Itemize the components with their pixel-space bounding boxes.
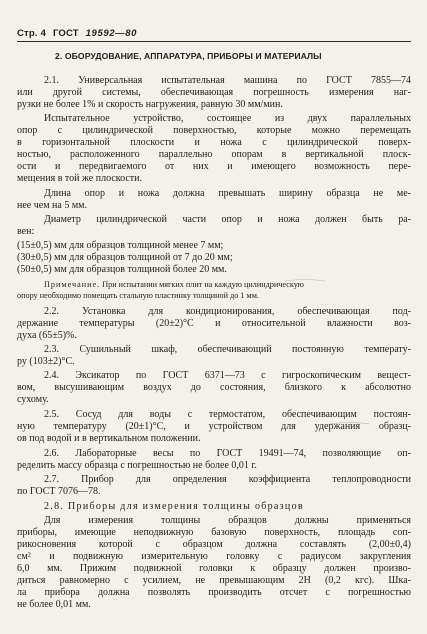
text-line: 2.4. Эксикатор по ГОСТ 6371—73 с гигроскопическим вещест- (44, 370, 411, 381)
note-line: опору необходимо помещать стальную пластинку толщиной до 1 мм. (17, 291, 259, 300)
page-header (17, 28, 141, 39)
text-line: Диаметр цилиндрической части опор и ножа должен быть ра- (44, 214, 411, 225)
text-line: 2.1. Универсальная испытательная машина по ГОСТ 7855—74 (44, 75, 411, 86)
standard-number: 19592—80 (85, 28, 137, 39)
text-line: не более 0,01 мм. (17, 599, 91, 610)
text-line: Испытательное устройство, состоящее из двух параллельных (44, 113, 411, 124)
note-text: При испытании мягких плит на каждую цилиндрическую (102, 280, 304, 289)
text-line: рикосновения которой с образцом должна составлять (2,00±0,4) (17, 539, 411, 550)
text-line: диться равномерно с усилием, не превышающим 2Н (0,2 кгс). Шка- (17, 575, 411, 586)
text-line: ределить массу образца с погрешностью не более 0,01 г. (17, 460, 257, 471)
text-line: мещения в той же плоскости. (17, 173, 143, 184)
text-line: рузки не более 1% и скорость нагружения, равную 30 мм/мин. (17, 99, 283, 110)
text-line: (15±0,5) мм для образцов толщиной менее 7 мм; (17, 240, 224, 251)
text-line: 2.7. Прибор для определения коэффициента теплопроводности (44, 474, 411, 485)
text-line: сухому. (17, 394, 49, 405)
text-line: ости и передвигаемого от них и имеющего возможность пере- (17, 161, 411, 172)
text-line: в горизонтальной плоскости и ножа с цилиндрической поверх- (17, 137, 411, 148)
text-line: по ГОСТ 7076—78. (17, 486, 101, 497)
page-number: Стр. 4 (17, 28, 47, 39)
text-line: держание температуры (20±2)°С и относительной влажности воз- (17, 318, 411, 329)
text-line: (30±0,5) мм для образцов толщиной от 7 до 20 мм; (17, 252, 233, 263)
text-line: ру (103±2)°С. (17, 356, 75, 367)
text-line: приборы, имеющие неподвижную базовую поверхность, площадь соп- (17, 527, 411, 538)
text-line: духа (65±5)%. (17, 330, 77, 341)
text-line: нее чем на 5 мм. (17, 200, 87, 211)
section-title: 2. ОБОРУДОВАНИЕ, АППАРАТУРА, ПРИБОРЫ И МАТЕРИАЛЫ (55, 51, 322, 61)
gost-label: ГОСТ (52, 28, 79, 39)
text-line: Для измерения толщины образцов должны применяться (44, 515, 411, 526)
text-line: ную температуру (20±1)°С, и устройством для удержания образц- (17, 421, 411, 432)
text-line: ла прибора должна позволять производить отсчет с погрешностью (17, 587, 411, 598)
text-line: 6,0 мм. Прижим подвижной головки к образцу должен произво- (17, 563, 411, 574)
text-line: 2.2. Установка для кондиционирования, обеспечивающая под- (44, 306, 411, 317)
text-line: ностью, расположенного параллельно опорам в вертикальной плоск- (17, 149, 411, 160)
text-line: см² и подвижную измерительную головку с радиусом закругления (17, 551, 411, 562)
text-line: Длина опор и ножа должна превышать ширину образца не ме- (44, 188, 411, 199)
text-line: вом, высушивающим воздух до состояния, близкого к абсолютно (17, 382, 411, 393)
text-line: или другой системы, обеспечивающая погрешность измерения наг- (17, 87, 411, 98)
header-rule (17, 41, 411, 42)
text-line: вен: (17, 226, 35, 237)
text-line: (50±0,5) мм для образцов толщиной более 20 мм. (17, 264, 227, 275)
text-line: 2.3. Сушильный шкаф, обеспечивающий постоянную температу- (44, 344, 411, 355)
note-heading: Примечание. (44, 280, 101, 289)
subsection-heading: 2.8. Приборы для измерения толщины образцов (44, 501, 304, 512)
text-line: 2.5. Сосуд для воды с термостатом, обеспечивающим постоян- (44, 409, 411, 420)
text-line: опор с цилиндрической поверхностью, которые можно перемещать (17, 125, 411, 136)
text-line: 2.6. Лабораторные весы по ГОСТ 19491—74, позволяющие оп- (44, 448, 411, 459)
text-line: ов под водой и в вертикальном положении. (17, 433, 201, 444)
